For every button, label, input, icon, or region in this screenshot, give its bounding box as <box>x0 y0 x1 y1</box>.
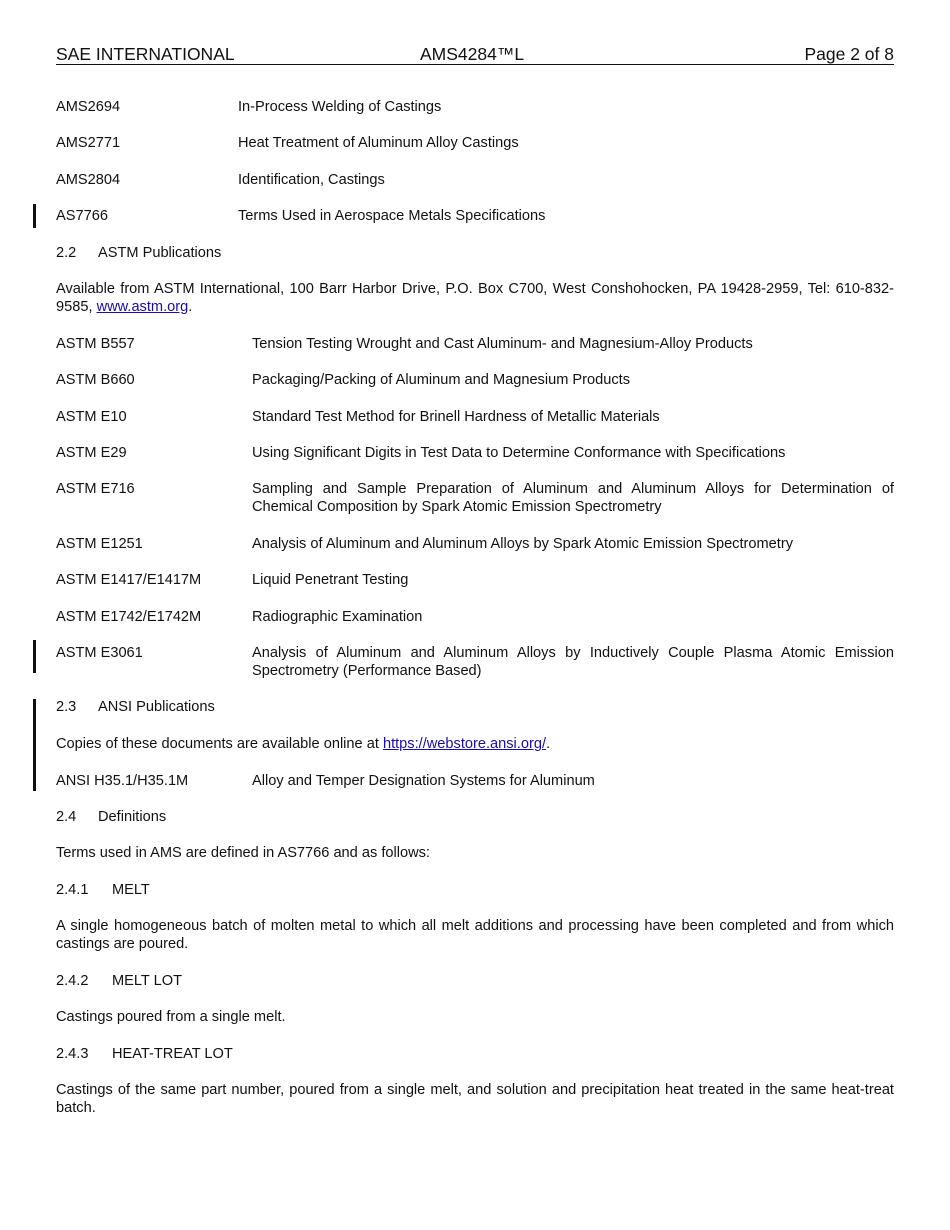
subsection-term: HEAT-TREAT LOT <box>112 1046 233 1062</box>
ref-title: Packaging/Packing of Aluminum and Magnesium Products <box>252 372 631 388</box>
ref-code: ASTM E1742/E1742M <box>56 609 202 625</box>
ref-title: Liquid Penetrant Testing <box>252 572 409 588</box>
ref-title: Analysis of Aluminum and Aluminum Alloys by Spark Atomic Emission Spectrometry <box>252 536 793 552</box>
availability-text: Copies of these documents are available online at <box>56 736 383 752</box>
ref-title: Alloy and Temper Designation Systems for Aluminum <box>252 773 595 789</box>
availability-end: . <box>188 299 193 315</box>
ref-code: ASTM E10 <box>56 409 127 425</box>
ref-code: ASTM B557 <box>56 336 135 352</box>
ref-title: Heat Treatment of Aluminum Alloy Castings <box>238 135 519 151</box>
ref-code: AMS2694 <box>56 99 121 115</box>
ref-code: ASTM E3061 <box>56 645 143 661</box>
ansi-availability <box>56 735 894 753</box>
subsection-number: 2.4.1 <box>56 882 89 898</box>
ref-title: Sampling and Sample Preparation of Aluminum and Aluminum Alloys for Determination of Chemical Composition by Spark Atomic Emission Spectrometry <box>252 481 894 515</box>
definition-text: Castings of the same part number, poured from a single melt, and solution and precipitation heat treated in the same heat-treat batch. <box>56 1082 894 1116</box>
subsection-number: 2.4.2 <box>56 973 89 989</box>
availability-text: Available from ASTM International, 100 Barr Harbor Drive, P.O. Box C700, West Conshohocken, PA 19428-2959, Tel: 610-832-9585, <box>56 281 894 315</box>
ref-title: Identification, Castings <box>238 172 385 188</box>
ref-title: In-Process Welding of Castings <box>238 99 442 115</box>
subsection-term: MELT <box>112 882 150 898</box>
revision-bar <box>33 699 36 791</box>
ref-title: Terms Used in Aerospace Metals Specifications <box>238 208 546 224</box>
revision-bar <box>33 640 36 673</box>
section-title: ASTM Publications <box>98 245 222 261</box>
ref-code: ASTM E29 <box>56 445 127 461</box>
ref-code: ASTM B660 <box>56 372 135 388</box>
ref-code: AMS2804 <box>56 172 121 188</box>
ref-code: AS7766 <box>56 208 108 224</box>
ref-code: ANSI H35.1/H35.1M <box>56 773 189 789</box>
definitions-intro: Terms used in AMS are defined in AS7766 and as follows: <box>56 845 430 861</box>
definition-text: Castings poured from a single melt. <box>56 1009 286 1025</box>
ref-title: Tension Testing Wrought and Cast Aluminum- and Magnesium-Alloy Products <box>252 336 753 352</box>
ref-title: Radiographic Examination <box>252 609 423 625</box>
ref-code: ASTM E716 <box>56 481 135 497</box>
ref-title: Standard Test Method for Brinell Hardness of Metallic Materials <box>252 409 660 425</box>
section-number: 2.4 <box>56 809 77 825</box>
section-title: ANSI Publications <box>98 699 215 715</box>
section-number: 2.2 <box>56 245 77 261</box>
ansi-link[interactable]: https://webstore.ansi.org/ <box>382 736 546 752</box>
ref-code: AMS2771 <box>56 135 121 151</box>
availability-end: . <box>546 736 551 752</box>
ref-code: ASTM E1417/E1417M <box>56 572 202 588</box>
ref-title: Using Significant Digits in Test Data to Determine Conformance with Specifications <box>252 445 786 461</box>
ref-title: Analysis of Aluminum and Aluminum Alloys by Inductively Couple Plasma Atomic Emission Spectrometry (Performance Based) <box>252 645 894 679</box>
section-title: Definitions <box>98 809 167 825</box>
section-number: 2.3 <box>56 699 77 715</box>
page-header <box>56 44 894 65</box>
subsection-number: 2.4.3 <box>56 1046 89 1062</box>
definition-text: A single homogeneous batch of molten metal to which all melt additions and processing have been completed and from which castings are poured. <box>56 918 894 952</box>
header-page-number: Page 2 of 8 <box>804 44 894 64</box>
header-doc-id: AMS4284™L <box>420 44 525 64</box>
header-org: SAE INTERNATIONAL <box>56 44 235 64</box>
revision-bar <box>33 204 36 228</box>
astm-availability <box>56 280 894 316</box>
subsection-term: MELT LOT <box>112 973 183 989</box>
astm-link[interactable]: www.astm.org <box>96 299 189 315</box>
ref-code: ASTM E1251 <box>56 536 143 552</box>
